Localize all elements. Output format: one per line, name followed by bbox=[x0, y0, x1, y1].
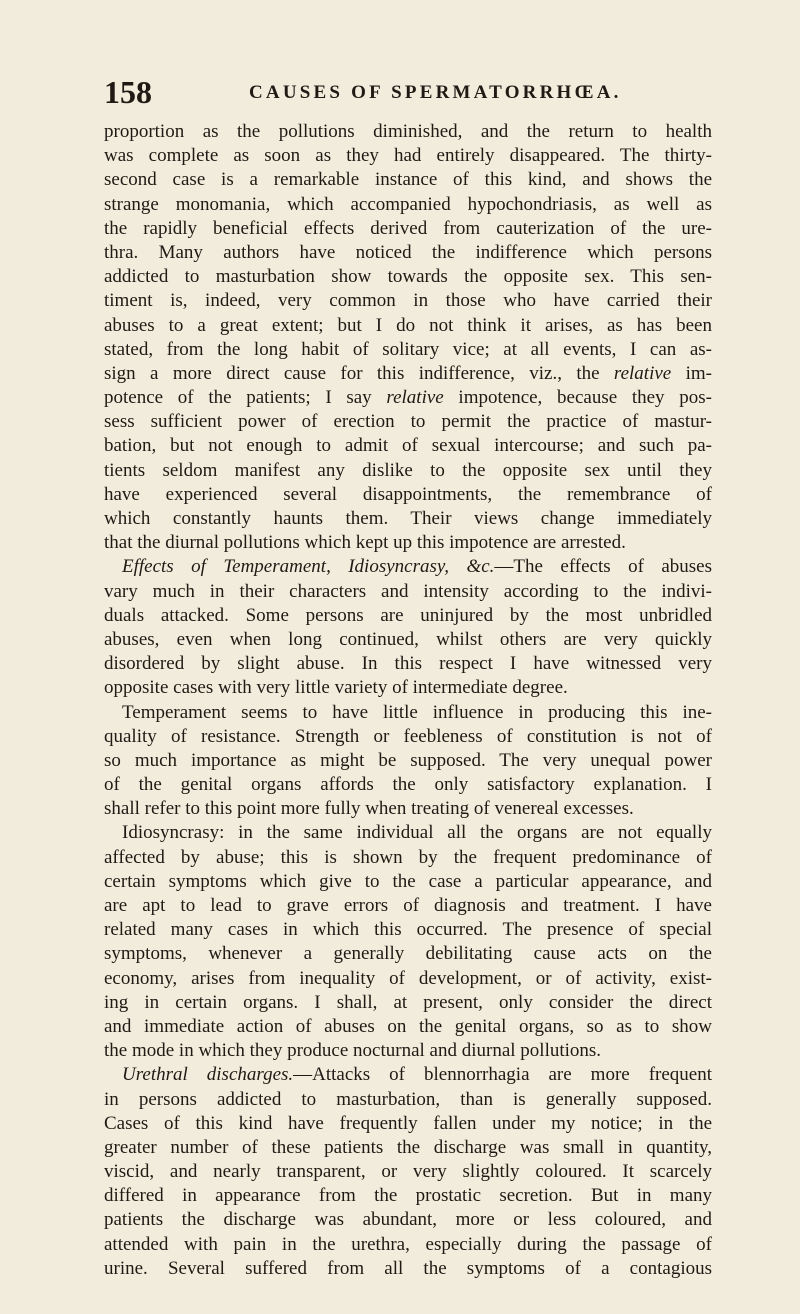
running-head: CAUSES OF SPERMATORRHŒA. bbox=[249, 82, 622, 103]
text-line: tients seldom manifest any dislike to the opposite sex until they bbox=[104, 459, 712, 481]
text-line: the rapidly beneficial effects derived from cauterization of the ure- bbox=[104, 217, 712, 239]
text-line: differed in appearance from the prostatic secretion. But in many bbox=[104, 1185, 712, 1207]
text-line: of the genital organs affords the only satisfactory explanation. I bbox=[104, 774, 712, 796]
text-line: in persons addicted to masturbation, than is generally supposed. bbox=[104, 1088, 712, 1110]
text-line: disordered by slight abuse. In this respect I have witnessed very bbox=[104, 653, 712, 675]
body-text bbox=[104, 120, 712, 1281]
text-line: urine. Several suffered from all the symptoms of a contagious bbox=[104, 1257, 712, 1279]
text-line: viscid, and nearly transparent, or very slightly coloured. It scarcely bbox=[104, 1161, 712, 1183]
text-line: certain symptoms which give to the case a particular appearance, and bbox=[104, 870, 712, 892]
text-line: which constantly haunts them. Their views change immediately bbox=[104, 508, 712, 529]
section-heading-line: Urethral discharges.—Attacks of blennorrhagia are more frequent bbox=[122, 1064, 712, 1086]
text-line: attended with pain in the urethra, especially during the passage of bbox=[104, 1233, 712, 1255]
text-line: addicted to masturbation show towards the opposite sex. This sen- bbox=[104, 266, 712, 288]
text-line: second case is a remarkable instance of this kind, and shows the bbox=[104, 169, 712, 191]
text-line: bation, but not enough to admit of sexual intercourse; and such pa- bbox=[104, 435, 712, 457]
text-line: duals attacked. Some persons are uninjured by the most unbridled bbox=[104, 604, 712, 626]
text-line: have experienced several disappointments, the remembrance of bbox=[104, 483, 712, 505]
text-line: shall refer to this point more fully when treating of venereal excesses. bbox=[104, 798, 634, 820]
text-line: thra. Many authors have noticed the indifference which persons bbox=[104, 241, 712, 263]
text-line: that the diurnal pollutions which kept up this impotence are arrested. bbox=[104, 532, 626, 554]
text-line: and immediate action of abuses on the genital organs, so as to show bbox=[104, 1015, 712, 1037]
page-header bbox=[104, 72, 704, 112]
text-line: Cases of this kind have frequently fallen under my notice; in the bbox=[104, 1112, 712, 1134]
text-line: opposite cases with very little variety of intermediate degree. bbox=[104, 677, 568, 699]
text-line: abuses, even when long continued, whilst others are very quickly bbox=[104, 628, 712, 650]
text-line: potence of the patients; I say relative impotence, because they pos- bbox=[104, 387, 712, 409]
text-line: Idiosyncrasy: in the same individual all the organs are not equally bbox=[122, 822, 712, 844]
text-line: proportion as the pollutions diminished, and the return to health bbox=[104, 121, 712, 142]
text-line: so much importance as might be supposed. The very unequal power bbox=[104, 749, 712, 771]
text-line: patients the discharge was abundant, more or less coloured, and bbox=[104, 1209, 712, 1231]
text-line: affected by abuse; this is shown by the frequent predominance of bbox=[104, 846, 712, 868]
text-line: Temperament seems to have little influence in producing this ine- bbox=[122, 701, 712, 723]
text-line: symptoms, whenever a generally debilitating cause acts on the bbox=[104, 943, 712, 965]
text-line: timent is, indeed, very common in those who have carried their bbox=[104, 290, 712, 312]
text-line: vary much in their characters and intensity according to the indivi- bbox=[104, 580, 712, 602]
text-line: sess sufficient power of erection to permit the practice of mastur- bbox=[104, 411, 712, 433]
text-line: was complete as soon as they had entirely disappeared. The thirty- bbox=[104, 145, 712, 167]
text-line: economy, arises from inequality of development, or of activity, exist- bbox=[104, 967, 712, 989]
text-line: quality of resistance. Strength or feebleness of constitution is not of bbox=[104, 725, 712, 747]
page-number: 158 bbox=[104, 74, 152, 110]
text-line: ing in certain organs. I shall, at present, only consider the direct bbox=[104, 991, 712, 1013]
text-line: strange monomania, which accompanied hypochondriasis, as well as bbox=[104, 193, 712, 215]
text-line: are apt to lead to grave errors of diagnosis and treatment. I have bbox=[104, 895, 712, 916]
text-line: the mode in which they produce nocturnal and diurnal pollutions. bbox=[104, 1040, 602, 1062]
text-line: related many cases in which this occurred. The presence of special bbox=[104, 919, 712, 941]
text-line: abuses to a great extent; but I do not think it arises, as has been bbox=[104, 314, 712, 336]
text-line: greater number of these patients the discharge was small in quantity, bbox=[104, 1136, 712, 1158]
section-heading-line: Effects of Temperament, Idiosyncrasy, &c.—The effects of abuses bbox=[122, 556, 712, 578]
text-line: sign a more direct cause for this indifference, viz., the relative im- bbox=[104, 362, 712, 384]
text-line: stated, from the long habit of solitary vice; at all events, I can as- bbox=[104, 338, 712, 360]
